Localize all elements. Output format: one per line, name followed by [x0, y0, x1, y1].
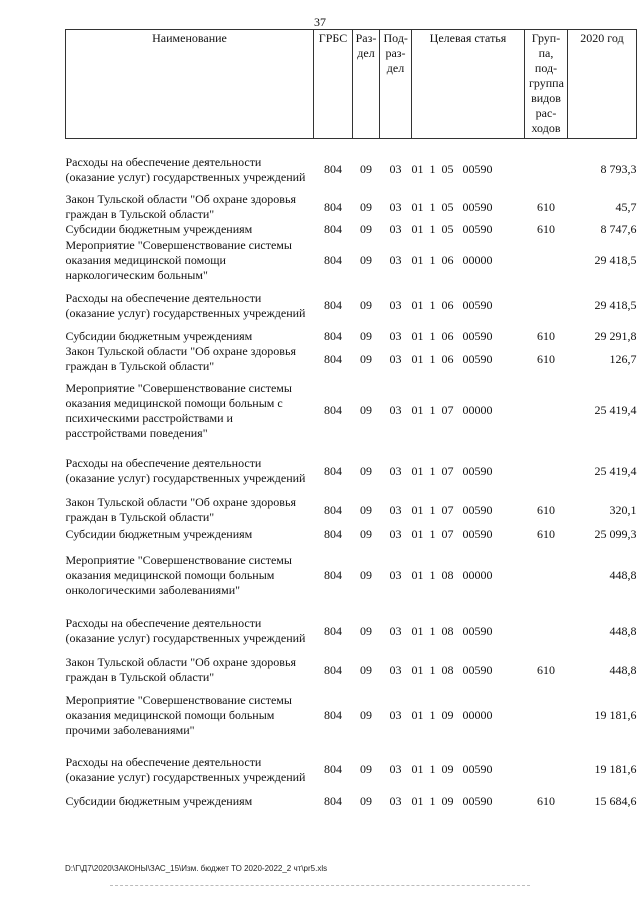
- row-target: 01 1 05 00590: [411, 199, 493, 214]
- row-podrazdel: 03: [389, 526, 402, 541]
- row-amount: 45,7: [615, 199, 637, 214]
- row-grbs: 804: [324, 222, 342, 236]
- header-podrazdel-text: Под-раз-дел: [383, 31, 408, 75]
- table-header-row: [66, 30, 637, 139]
- row-name: Субсидии бюджетным учреждениям: [65, 328, 253, 343]
- row-grbs: 804: [324, 567, 342, 582]
- row-group: 610: [537, 328, 555, 343]
- row-group: [525, 685, 568, 746]
- row-razdel: 09: [360, 623, 372, 638]
- row-grbs: 804: [324, 662, 342, 677]
- row-group: [525, 374, 568, 447]
- row-grbs: 804: [324, 526, 342, 541]
- row-grbs: 804: [324, 328, 342, 343]
- row-razdel: 09: [360, 567, 372, 582]
- row-name: Субсидии бюджетным учреждениям: [65, 222, 253, 236]
- row-razdel: 09: [360, 526, 372, 541]
- row-razdel: 09: [360, 199, 372, 214]
- row-name: Расходы на обеспечение деятельности (оказание услуг) государственных учреждений: [65, 290, 306, 320]
- row-podrazdel: 03: [389, 328, 402, 343]
- row-razdel: 09: [360, 502, 372, 517]
- header-spacer-cell: [66, 139, 637, 148]
- row-name: Закон Тульской области "Об охране здоровья граждан в Тульской области": [65, 344, 296, 373]
- table-row: [66, 655, 637, 685]
- row-razdel: 09: [360, 351, 372, 366]
- table-row: [66, 374, 637, 447]
- row-podrazdel: 03: [389, 662, 402, 677]
- header-podrazdel: [380, 30, 412, 139]
- header-target: Целевая статья: [412, 30, 525, 139]
- row-grbs: 804: [324, 793, 342, 808]
- row-podrazdel: 03: [389, 463, 402, 478]
- row-amount: 25 099,3: [594, 526, 637, 541]
- row-amount: 126,7: [609, 351, 637, 366]
- row-group: 610: [537, 222, 555, 236]
- row-podrazdel: 03: [389, 403, 402, 417]
- header-razdel-text: Раз-дел: [355, 31, 377, 60]
- row-podrazdel: 03: [389, 567, 402, 582]
- row-podrazdel: 03: [389, 502, 402, 517]
- row-podrazdel: 03: [389, 793, 402, 808]
- table-row: [66, 192, 637, 222]
- row-grbs: 804: [324, 298, 342, 312]
- page-number: 37: [314, 15, 326, 29]
- row-name: Мероприятие "Совершенствование системы оказания медицинской помощи наркологическим больным": [65, 237, 292, 282]
- table-row: [66, 237, 637, 283]
- table-row: [66, 344, 637, 374]
- header-year: 2020 год: [568, 30, 637, 139]
- row-amount: 448,8: [609, 623, 637, 638]
- row-razdel: 09: [360, 298, 372, 312]
- row-razdel: 09: [360, 252, 372, 267]
- row-grbs: 804: [324, 403, 342, 417]
- table-row: [66, 525, 637, 543]
- row-target: 01 1 07 00590: [411, 526, 493, 541]
- row-amount: 29 418,5: [594, 298, 637, 312]
- table-row: [66, 543, 637, 607]
- row-razdel: 09: [360, 762, 372, 776]
- row-amount: 25 419,4: [594, 463, 637, 478]
- table-row: [66, 685, 637, 746]
- row-grbs: 804: [324, 162, 342, 176]
- row-target: 01 1 06 00590: [411, 351, 493, 366]
- table-row: [66, 447, 637, 495]
- row-podrazdel: 03: [389, 762, 402, 776]
- row-target: 01 1 06 00590: [411, 328, 493, 343]
- row-amount: 29 418,5: [594, 252, 637, 267]
- row-group: [525, 447, 568, 495]
- row-target: 01 1 06 00000: [411, 252, 493, 267]
- row-group: 610: [537, 199, 555, 214]
- row-grbs: 804: [324, 252, 342, 267]
- row-name: Расходы на обеспечение деятельности (оказание услуг) государственных учреждений: [65, 754, 306, 784]
- row-target: 01 1 08 00590: [411, 623, 493, 638]
- table-row: [66, 222, 637, 237]
- table-row: [66, 746, 637, 793]
- header-razdel: [353, 30, 380, 139]
- row-amount: 15 684,6: [594, 793, 637, 808]
- row-grbs: 804: [324, 623, 342, 638]
- header-name: Наименование: [66, 30, 314, 139]
- row-razdel: 09: [360, 162, 372, 176]
- row-amount: 448,8: [609, 567, 637, 582]
- row-name: Субсидии бюджетным учреждениям: [65, 793, 253, 808]
- row-amount: 8 793,3: [600, 162, 637, 176]
- row-name: Мероприятие "Совершенствование системы оказания медицинской помощи больным онкологическими заболеваниями": [65, 552, 292, 597]
- row-name: Мероприятие "Совершенствование системы оказания медицинской помощи больным с психическими расстройствами и расстройствами поведения": [65, 380, 292, 440]
- header-group: [525, 30, 568, 139]
- row-podrazdel: 03: [389, 199, 402, 214]
- row-name: Субсидии бюджетным учреждениям: [65, 526, 253, 541]
- row-amount: 8 747,6: [600, 222, 637, 236]
- budget-table: [65, 29, 637, 809]
- row-target: 01 1 07 00000: [411, 403, 493, 417]
- row-target: 01 1 05 00590: [411, 162, 493, 176]
- table-row: [66, 607, 637, 655]
- row-group: [525, 746, 568, 793]
- row-grbs: 804: [324, 502, 342, 517]
- row-name: Мероприятие "Совершенствование системы оказания медицинской помощи больным прочими заболеваниями": [65, 693, 292, 737]
- row-razdel: 09: [360, 463, 372, 478]
- header-grbs: ГРБС: [314, 30, 353, 139]
- table-row: [66, 283, 637, 328]
- row-target: 01 1 07 00590: [411, 502, 493, 517]
- header-spacer: [66, 139, 637, 148]
- table-row: [66, 328, 637, 344]
- row-group: [525, 607, 568, 655]
- row-target: 01 1 09 00590: [411, 793, 493, 808]
- row-razdel: 09: [360, 222, 372, 236]
- row-podrazdel: 03: [389, 351, 402, 366]
- row-podrazdel: 03: [389, 162, 402, 176]
- budget-table-body: [66, 139, 637, 810]
- row-target: 01 1 08 00590: [411, 662, 493, 677]
- table-row: [66, 495, 637, 525]
- row-amount: 19 181,6: [594, 762, 637, 776]
- row-target: 01 1 09 00000: [411, 708, 493, 722]
- row-razdel: 09: [360, 708, 372, 722]
- row-grbs: 804: [324, 351, 342, 366]
- row-group: 610: [537, 662, 555, 677]
- row-podrazdel: 03: [389, 298, 402, 312]
- row-amount: 29 291,8: [594, 328, 637, 343]
- row-podrazdel: 03: [389, 222, 402, 236]
- row-target: 01 1 08 00000: [411, 567, 493, 582]
- row-name: Расходы на обеспечение деятельности (оказание услуг) государственных учреждений: [65, 456, 306, 485]
- table-row: [66, 793, 637, 809]
- row-amount: 320,1: [609, 502, 637, 517]
- row-name: Закон Тульской области "Об охране здоровья граждан в Тульской области": [65, 655, 296, 684]
- row-grbs: 804: [324, 762, 342, 776]
- table-row: [66, 147, 637, 192]
- row-grbs: 804: [324, 463, 342, 478]
- row-razdel: 09: [360, 662, 372, 677]
- header-group-text: Груп-па, под-группа видов рас-ходов: [529, 31, 564, 135]
- row-grbs: 804: [324, 708, 342, 722]
- row-razdel: 09: [360, 793, 372, 808]
- row-podrazdel: 03: [389, 708, 402, 722]
- row-amount: 19 181,6: [594, 708, 637, 722]
- row-razdel: 09: [360, 403, 372, 417]
- row-target: 01 1 05 00590: [411, 222, 493, 236]
- row-group: [525, 543, 568, 607]
- row-razdel: 09: [360, 328, 372, 343]
- row-group: [525, 147, 568, 192]
- row-name: Закон Тульской области "Об охране здоровья граждан в Тульской области": [65, 192, 296, 221]
- row-name: Расходы на обеспечение деятельности (оказание услуг) государственных учреждений: [65, 616, 306, 645]
- row-target: 01 1 07 00590: [411, 463, 493, 478]
- row-target: 01 1 09 00590: [411, 762, 493, 776]
- row-group: [525, 237, 568, 283]
- row-name: Расходы на обеспечение деятельности (оказание услуг) государственных учреждений: [65, 154, 306, 184]
- row-amount: 25 419,4: [594, 403, 637, 417]
- row-group: 610: [537, 793, 555, 808]
- row-podrazdel: 03: [389, 623, 402, 638]
- row-target: 01 1 06 00590: [411, 298, 493, 312]
- row-amount: 448,8: [609, 662, 637, 677]
- footer-divider: [110, 885, 530, 886]
- footer-file-path: D:\Г\Д7\2020\ЗАКОНЫ\ЗАС_15\Изм. бюджет ТО 2020-2022_2 чт\pr5.xls: [65, 864, 328, 873]
- row-group: 610: [537, 526, 555, 541]
- row-group: 610: [537, 351, 555, 366]
- row-group: 610: [537, 502, 555, 517]
- row-podrazdel: 03: [389, 252, 402, 267]
- row-grbs: 804: [324, 199, 342, 214]
- row-name: Закон Тульской области "Об охране здоровья граждан в Тульской области": [65, 495, 296, 524]
- row-group: [525, 283, 568, 328]
